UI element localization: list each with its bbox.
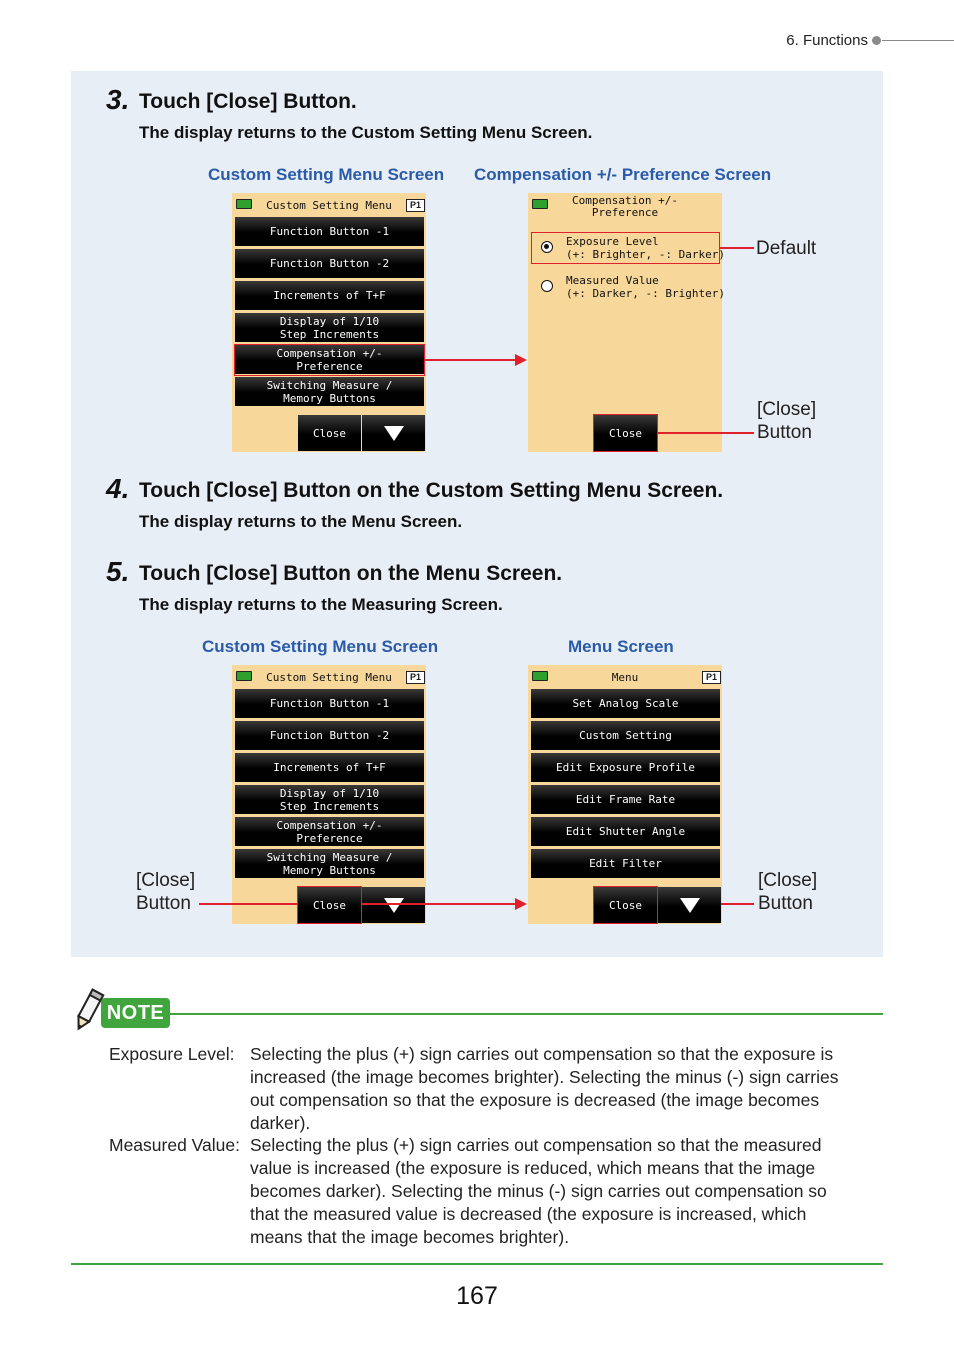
increments-item[interactable]: Increments of T+F xyxy=(235,753,424,782)
close-button-label: [Close] Button xyxy=(136,870,196,914)
radio-selected-icon[interactable] xyxy=(541,241,553,253)
step-5-description: The display returns to the Measuring Screen. xyxy=(139,595,503,614)
set-analog-scale-item[interactable]: Set Analog Scale xyxy=(531,689,720,718)
screen-title: Menu xyxy=(611,671,639,684)
switching-measure-item[interactable]: Switching Measure / Memory Buttons xyxy=(235,849,424,878)
close-button-highlight xyxy=(593,886,658,924)
compensation-item[interactable]: Compensation +/- Preference xyxy=(235,345,424,374)
note-definition-exposure-level: Selecting the plus (+) sign carries out compensation so that the exposure is increased (the image becomes brighter). Selecting the minus (-) sign carries out compensation so that the exposure is decreased (the image becomes darker). xyxy=(250,1044,839,1133)
battery-icon xyxy=(532,671,548,681)
increments-item[interactable]: Increments of T+F xyxy=(235,281,424,310)
down-arrow-icon xyxy=(680,898,700,913)
pointer-line xyxy=(425,359,516,361)
page-indicator: P1 xyxy=(702,671,721,684)
edit-exposure-profile-item[interactable]: Edit Exposure Profile xyxy=(531,753,720,782)
close-button-label: [Close] Button xyxy=(757,399,817,443)
header-dot-icon xyxy=(872,36,881,45)
step-4-number: 4. xyxy=(106,473,130,504)
close-pointer-line xyxy=(199,903,297,905)
edit-frame-rate-item[interactable]: Edit Frame Rate xyxy=(531,785,720,814)
screen-title: Custom Setting Menu xyxy=(266,671,392,684)
close-button-highlight xyxy=(297,886,362,924)
close-button[interactable]: Close xyxy=(298,887,361,923)
step-3-number: 3. xyxy=(106,84,130,115)
page-indicator: P1 xyxy=(406,199,425,212)
page-indicator: P1 xyxy=(406,671,425,684)
custom-setting-item[interactable]: Custom Setting xyxy=(531,721,720,750)
display-step-item[interactable]: Display of 1/10 Step Increments xyxy=(235,785,424,814)
function-button-1-item[interactable]: Function Button -1 xyxy=(235,217,424,246)
battery-icon xyxy=(236,671,252,681)
close-button-highlight xyxy=(593,414,658,452)
scroll-down-button[interactable] xyxy=(362,415,425,451)
battery-icon xyxy=(532,199,548,209)
close-button[interactable]: Close xyxy=(594,415,657,451)
step-4-description: The display returns to the Menu Screen. xyxy=(139,512,463,531)
close-pointer-line xyxy=(657,432,754,434)
function-button-2-item[interactable]: Function Button -2 xyxy=(235,249,424,278)
battery-icon xyxy=(236,199,252,209)
page-number: 167 xyxy=(456,1282,498,1310)
function-button-2-item[interactable]: Function Button -2 xyxy=(235,721,424,750)
note-badge: NOTE xyxy=(101,998,170,1028)
default-pointer-line xyxy=(720,247,754,249)
down-arrow-icon xyxy=(384,898,404,913)
exposure-level-option[interactable]: Exposure Level (+: Brighter, -: Darker) xyxy=(566,235,725,261)
scroll-down-button[interactable] xyxy=(362,887,425,923)
footer-divider xyxy=(71,1263,883,1265)
step-5-number: 5. xyxy=(106,556,130,587)
caption-custom-setting-menu-2: Custom Setting Menu Screen xyxy=(202,637,439,656)
arrow-right-icon xyxy=(515,898,527,910)
close-button[interactable]: Close xyxy=(298,415,361,451)
section-header: 6. Functions xyxy=(786,32,868,49)
function-button-1-item[interactable]: Function Button -1 xyxy=(235,689,424,718)
note-term-measured-value: Measured Value: xyxy=(109,1135,241,1155)
caption-menu-screen: Menu Screen xyxy=(568,637,674,656)
step-5-title: Touch [Close] Button on the Menu Screen. xyxy=(139,562,563,585)
close-button[interactable]: Close xyxy=(594,887,657,923)
switching-measure-item[interactable]: Switching Measure / Memory Buttons xyxy=(235,377,424,406)
default-label: Default xyxy=(756,238,817,259)
step-4-title: Touch [Close] Button on the Custom Setting Menu Screen. xyxy=(139,479,724,502)
header-divider xyxy=(882,40,954,41)
note-divider xyxy=(170,1013,883,1015)
close-pointer-line xyxy=(721,903,754,905)
step-3-title: Touch [Close] Button. xyxy=(139,90,357,113)
scroll-down-button[interactable] xyxy=(658,887,721,923)
close-button-label: [Close] Button xyxy=(758,870,818,914)
caption-custom-setting-menu-1: Custom Setting Menu Screen xyxy=(208,165,445,184)
step-3-description: The display returns to the Custom Setting Menu Screen. xyxy=(139,123,593,142)
radio-unselected-icon[interactable] xyxy=(541,280,553,292)
note-term-exposure-level: Exposure Level: xyxy=(109,1044,235,1064)
caption-compensation-screen: Compensation +/- Preference Screen xyxy=(474,165,772,184)
arrow-right-icon xyxy=(515,354,527,366)
screen-title: Custom Setting Menu xyxy=(266,199,392,212)
display-step-item[interactable]: Display of 1/10 Step Increments xyxy=(235,313,424,342)
screen-title: Compensation +/- Preference xyxy=(572,194,678,219)
pointer-line xyxy=(361,903,516,905)
measured-value-option[interactable]: Measured Value (+: Darker, -: Brighter) xyxy=(566,274,725,300)
edit-shutter-angle-item[interactable]: Edit Shutter Angle xyxy=(531,817,720,846)
compensation-item-highlight xyxy=(234,344,425,376)
note-definition-measured-value: Selecting the plus (+) sign carries out compensation so that the measured value is increased (the exposure is reduced, which means that the image becomes darker). Selecting the minus (-) sign carries out compensation so that the measured value is decreased (the exposure is increased, which means that the image becomes brighter). xyxy=(250,1135,827,1247)
compensation-item[interactable]: Compensation +/- Preference xyxy=(235,817,424,846)
down-arrow-icon xyxy=(384,426,404,441)
edit-filter-item[interactable]: Edit Filter xyxy=(531,849,720,878)
